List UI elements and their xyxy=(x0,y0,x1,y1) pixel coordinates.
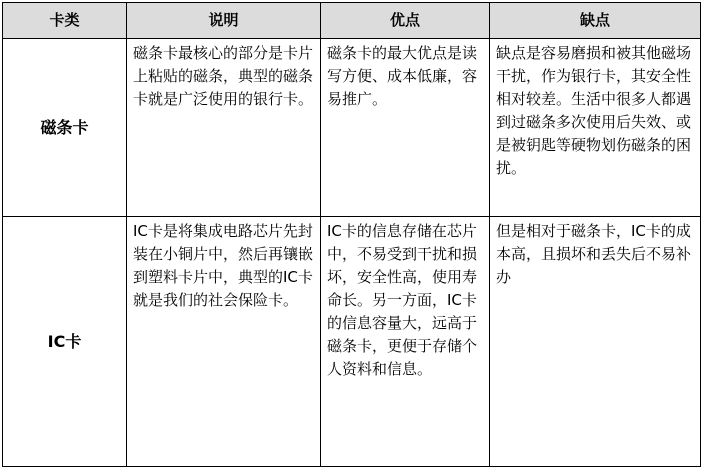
row-advantages: 磁条卡的最大优点是读写方便、成本低廉，容易推广。 xyxy=(321,39,490,217)
row-advantages: IC卡的信息存储在芯片中，不易受到干扰和损坏，安全性高，使用寿命长。另一方面，IC卡的信息容量大，远高于磁条卡，更便于存储个人资料和信息。 xyxy=(321,217,490,467)
row-description: IC卡是将集成电路芯片先封装在小铜片中，然后再镶嵌到塑料卡片中，典型的IC卡就是我们的社会保险卡。 xyxy=(127,217,321,467)
header-advantages: 优点 xyxy=(321,3,490,39)
row-disadvantages: 缺点是容易磨损和被其他磁场干扰，作为银行卡，其安全性相对较差。生活中很多人都遇到过磁条多次使用后失效、或是被钥匙等硬物划伤磁条的困扰。 xyxy=(490,39,701,217)
header-card-type: 卡类 xyxy=(3,3,127,39)
header-disadvantages: 缺点 xyxy=(490,3,701,39)
table-row xyxy=(3,39,701,217)
row-card-type: 磁条卡 xyxy=(3,39,127,217)
header-row xyxy=(3,3,701,39)
header-description: 说明 xyxy=(127,3,321,39)
card-comparison-table xyxy=(2,2,701,467)
row-disadvantages: 但是相对于磁条卡，IC卡的成本高，且损坏和丢失后不易补办 xyxy=(490,217,701,467)
row-card-type: IC卡 xyxy=(3,217,127,467)
row-description: 磁条卡最核心的部分是卡片上粘贴的磁条，典型的磁条卡就是广泛使用的银行卡。 xyxy=(127,39,321,217)
table-row xyxy=(3,217,701,467)
